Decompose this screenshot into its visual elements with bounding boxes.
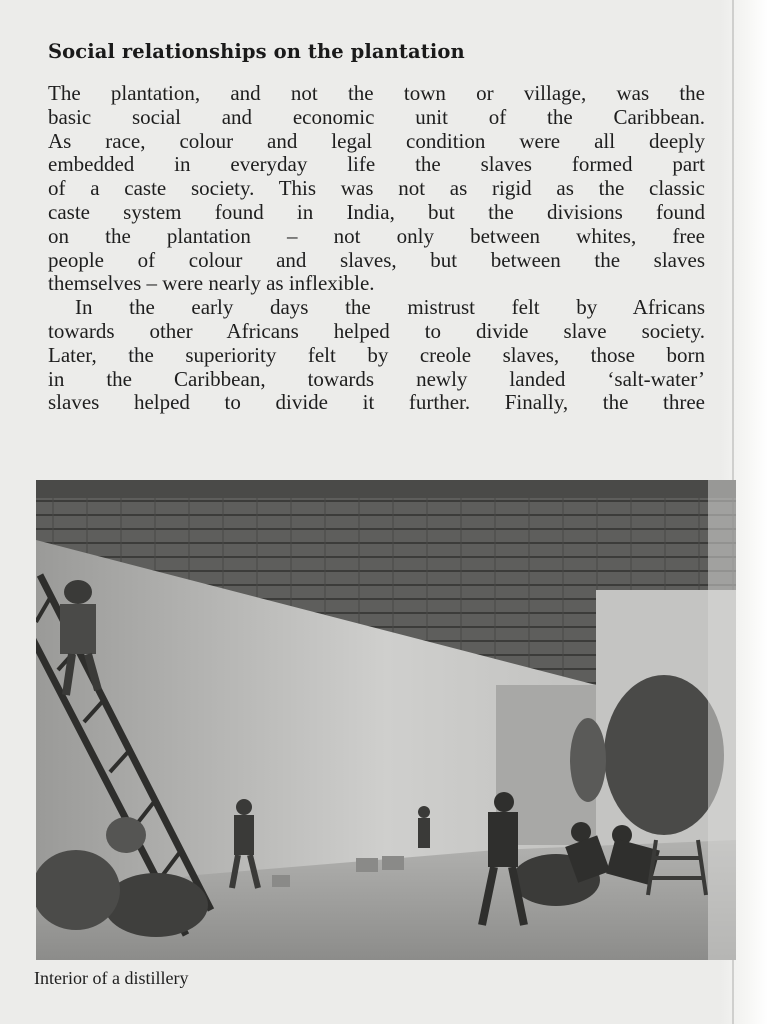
paragraph-line: slaves helped to divide it further. Finally, the three	[48, 390, 705, 415]
figure-caption: Interior of a distillery	[34, 968, 189, 988]
distillery-illustration	[36, 480, 736, 960]
paragraph-line: in the Caribbean, towards newly landed ‘salt-water’	[48, 366, 705, 391]
paragraph-line: In the early days the mistrust felt by Africans	[75, 295, 705, 320]
paragraph-line: people of colour and slaves, but between the slaves	[48, 247, 705, 272]
body-text	[48, 82, 705, 415]
paragraph-line: Later, the superiority felt by creole slaves, those born	[48, 342, 705, 367]
paragraph-line: themselves – were nearly as inflexible.	[48, 271, 375, 296]
section-heading: Social relationships on the plantation	[48, 40, 465, 63]
paragraph-line: embedded in everyday life the slaves formed part	[48, 152, 705, 177]
paragraph-line: on the plantation – not only between whites, free	[48, 223, 705, 248]
paragraph-line: As race, colour and legal condition were all deeply	[48, 128, 705, 153]
paragraph-line: towards other Africans helped to divide slave society.	[48, 318, 705, 343]
paragraph-line: basic social and economic unit of the Caribbean.	[48, 104, 705, 129]
paragraph-line: caste system found in India, but the divisions found	[48, 199, 705, 224]
paragraph-line: of a caste society. This was not as rigid as the classic	[48, 176, 705, 201]
paragraph-line: The plantation, and not the town or village, was the	[48, 81, 705, 105]
